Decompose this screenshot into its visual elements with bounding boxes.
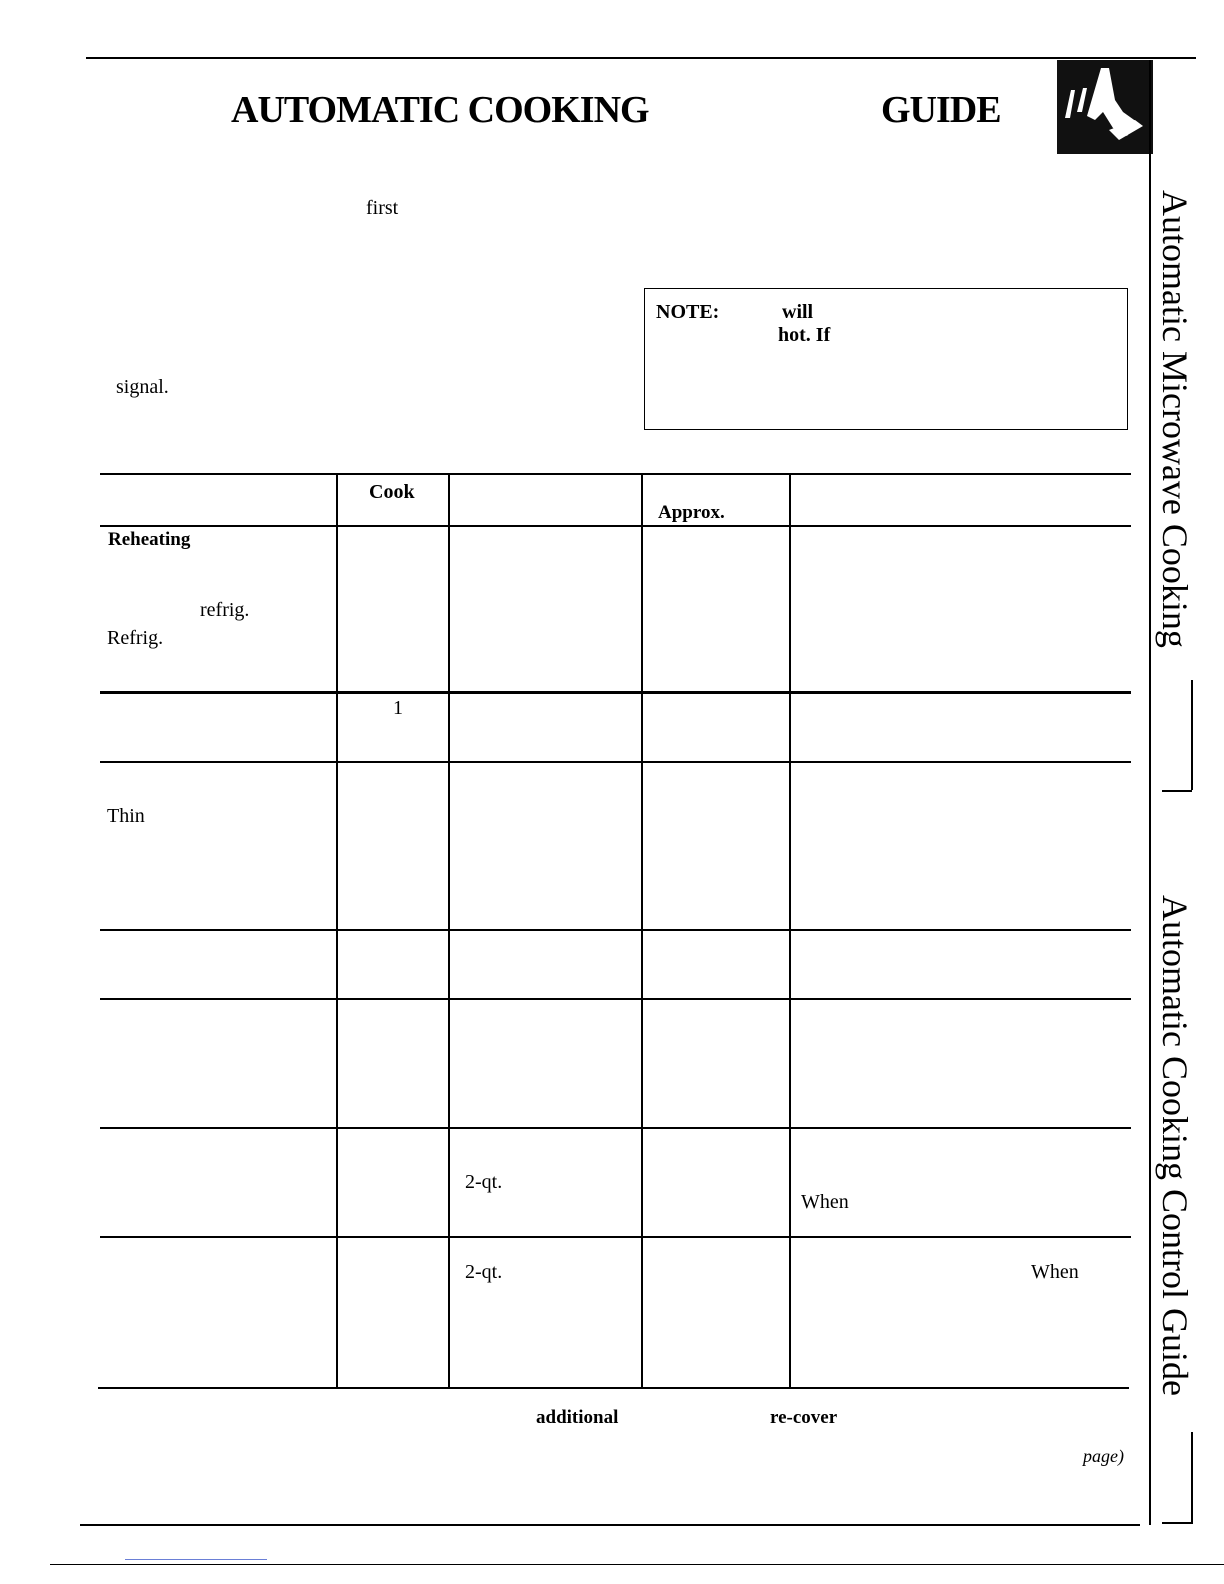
top-rule	[86, 57, 1196, 59]
cooking-guide-table	[100, 473, 1131, 1390]
table-rule-row4	[100, 998, 1131, 1000]
table-rule-row3	[100, 929, 1131, 931]
side-tab-border	[1149, 60, 1151, 1525]
table-rule-top	[100, 473, 1131, 475]
side-tab-upper-label: Automatic Microwave Cooking	[1155, 190, 1195, 648]
row-comment-when: When	[1031, 1261, 1079, 1283]
table-header-cook: Cook	[369, 481, 415, 503]
footer-word-additional: additional	[536, 1407, 619, 1428]
side-tab-divider	[1191, 680, 1193, 790]
side-tab-bottom-tick	[1162, 1522, 1192, 1524]
row-label-thin: Thin	[107, 805, 145, 827]
row-comment-when: When	[801, 1191, 849, 1213]
intro-word-signal: signal.	[116, 376, 169, 398]
hand-pointing-icon	[1057, 60, 1153, 154]
table-rule-row2	[100, 761, 1131, 763]
bottom-blue-accent	[125, 1559, 267, 1560]
row-text-refrig: refrig.	[200, 599, 250, 621]
page-title-left: AUTOMATIC COOKING	[231, 89, 649, 131]
table-rule-row1	[100, 691, 1131, 694]
note-word-hot-if: hot. If	[778, 324, 831, 346]
table-col-divider-1	[336, 475, 338, 1389]
row-text-refrig-cap: Refrig.	[107, 627, 164, 649]
table-rule-row6	[100, 1236, 1131, 1238]
table-rule-header	[100, 525, 1131, 527]
table-header-approx: Approx.	[658, 502, 725, 523]
side-tab-tick	[1162, 790, 1192, 792]
note-word-will: will	[782, 301, 814, 323]
table-col-divider-4	[789, 475, 791, 1389]
table-col-divider-3	[641, 475, 643, 1389]
side-tab-bottom-edge	[1191, 1432, 1193, 1524]
row-container-2qt: 2-qt.	[465, 1171, 503, 1193]
row-cook-value: 1	[393, 697, 403, 719]
row-container-2qt: 2-qt.	[465, 1261, 503, 1283]
side-tab-lower-label: Automatic Cooking Control Guide	[1155, 895, 1195, 1396]
table-col-divider-2	[448, 475, 450, 1389]
bottom-rule	[80, 1524, 1140, 1526]
table-rule-row5	[100, 1127, 1131, 1129]
intro-word-first: first	[366, 197, 399, 219]
footer-continued: page)	[1083, 1446, 1124, 1466]
bottom-thin-rule	[50, 1564, 1224, 1565]
footer-word-recover: re-cover	[770, 1407, 838, 1428]
note-label: NOTE:	[656, 301, 720, 323]
row-label-reheating: Reheating	[108, 529, 191, 550]
table-rule-bottom	[98, 1387, 1129, 1389]
page-title-right: GUIDE	[881, 89, 1001, 131]
